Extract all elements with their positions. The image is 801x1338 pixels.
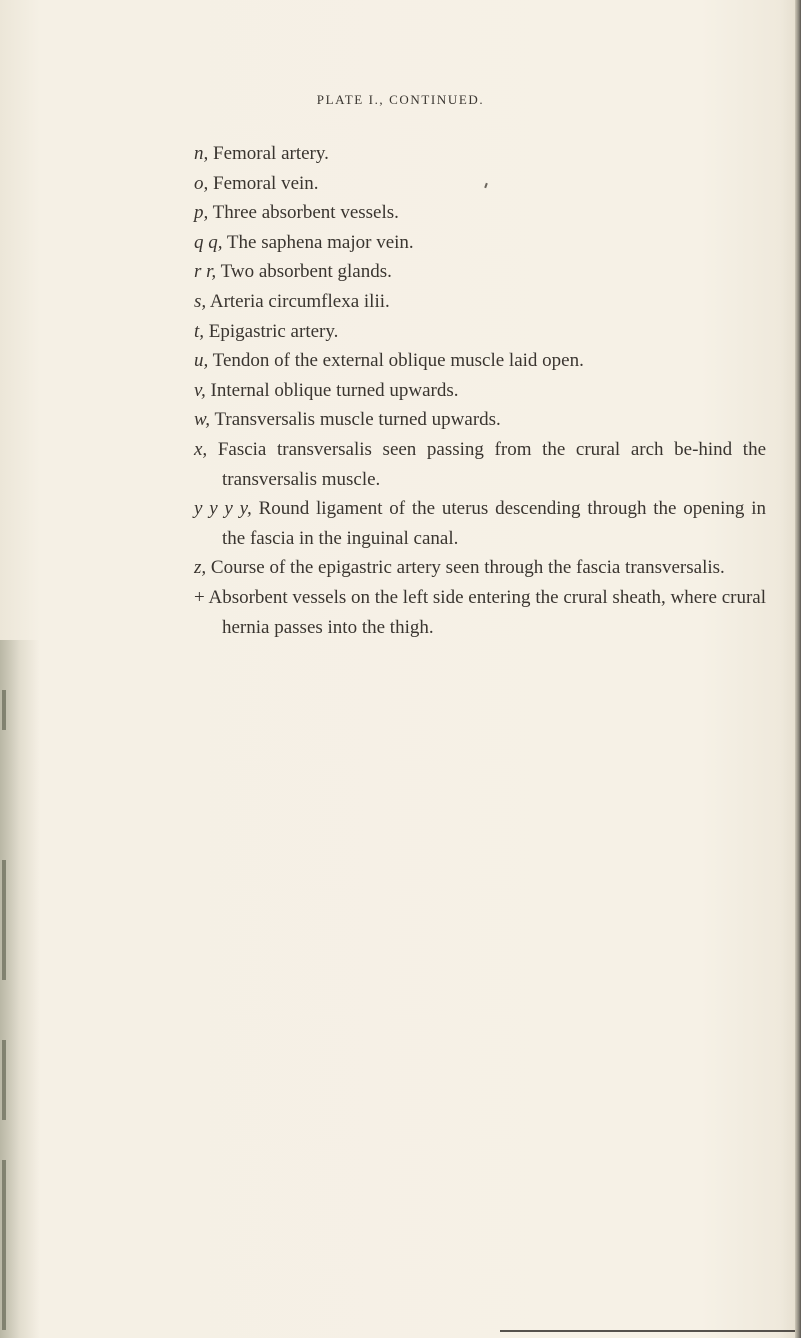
entry-key: + bbox=[194, 586, 205, 608]
entry-key: r r, bbox=[194, 261, 217, 283]
legend-entry bbox=[194, 494, 766, 553]
legend-entry bbox=[194, 553, 766, 583]
entry-key: t, bbox=[194, 320, 205, 342]
legend-entry bbox=[194, 376, 766, 406]
binding-mark bbox=[2, 1160, 6, 1330]
entry-key: v, bbox=[194, 379, 206, 401]
entry-key: p, bbox=[194, 202, 209, 224]
entry-text: Femoral vein. bbox=[213, 172, 319, 194]
legend-entry bbox=[194, 139, 766, 169]
entry-text: Round ligament of the uterus descending through the opening in the fascia in the inguinal canal. bbox=[222, 498, 766, 549]
entry-text: Absorbent vessels on the left side entering the crural sheath, where crural hernia passes into the thigh. bbox=[208, 586, 767, 638]
binding-mark bbox=[2, 860, 6, 980]
entry-text: Tendon of the external oblique muscle laid open. bbox=[212, 350, 584, 372]
legend-entry bbox=[194, 346, 766, 376]
legend-entry bbox=[194, 257, 766, 287]
entry-key: x, bbox=[194, 438, 208, 460]
entry-text: Course of the epigastric artery seen through the fascia transversalis. bbox=[210, 557, 725, 579]
entry-text: Two absorbent glands. bbox=[220, 261, 392, 283]
legend-entry bbox=[194, 228, 766, 258]
entry-key: q q, bbox=[194, 231, 223, 253]
entry-key: s, bbox=[194, 290, 207, 312]
entry-text: Three absorbent vessels. bbox=[212, 202, 399, 224]
entry-text: The saphena major vein. bbox=[226, 231, 414, 253]
legend-entry bbox=[194, 287, 766, 317]
entry-text: Transversalis muscle turned upwards. bbox=[214, 409, 501, 431]
binding-shadow bbox=[0, 640, 40, 1338]
binding-mark bbox=[2, 1040, 6, 1120]
entry-key: y y y y, bbox=[194, 498, 252, 520]
bottom-rule bbox=[500, 1330, 795, 1332]
entry-text: Femoral artery. bbox=[213, 143, 329, 164]
legend-entry bbox=[194, 583, 766, 642]
page-header: PLATE I., CONTINUED. bbox=[316, 92, 485, 107]
entry-text: Internal oblique turned upwards. bbox=[210, 379, 459, 401]
legend-entry bbox=[194, 435, 766, 494]
entry-key: n, bbox=[194, 143, 209, 164]
legend-list bbox=[194, 139, 766, 642]
entry-key: o, bbox=[194, 172, 209, 194]
entry-text: Fascia transversalis seen passing from the crural arch be-hind the transversalis muscle. bbox=[217, 438, 766, 490]
entry-key: z, bbox=[194, 557, 207, 579]
page-edge bbox=[795, 0, 801, 1338]
legend-entry bbox=[194, 198, 766, 228]
legend-entry bbox=[194, 405, 766, 435]
entry-key: w, bbox=[194, 409, 211, 431]
binding-mark bbox=[2, 690, 6, 730]
entry-text: Epigastric artery. bbox=[208, 320, 339, 342]
legend-entry bbox=[194, 169, 766, 199]
legend-entry bbox=[194, 317, 766, 347]
entry-key: u, bbox=[194, 350, 209, 372]
entry-text: Arteria circumflexa ilii. bbox=[209, 290, 390, 312]
